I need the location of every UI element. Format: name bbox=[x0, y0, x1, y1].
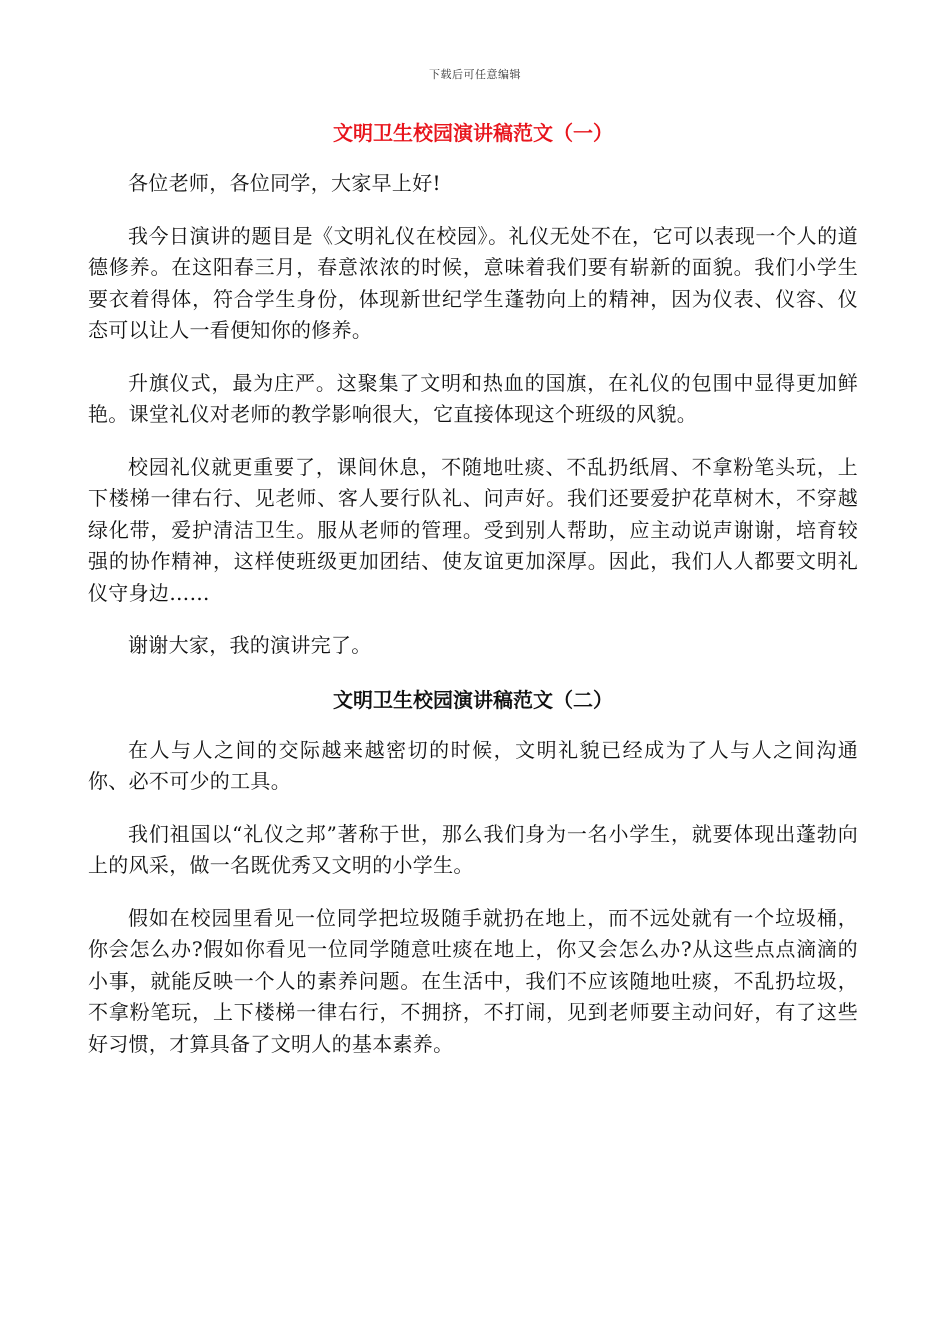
section2-paragraph-2: 我们祖国以“礼仪之邦”著称于世，那么我们身为一名小学生，就要体现出蓬勃向上的风采，做一名既优秀又文明的小学生。 bbox=[88, 821, 858, 877]
section1-paragraph-3: 升旗仪式，最为庄严。这聚集了文明和热血的国旗，在礼仪的包围中显得更加鲜艳。课堂礼仪对老师的教学影响很大，它直接体现这个班级的风貌。 bbox=[88, 370, 858, 426]
section2-paragraph-3: 假如在校园里看见一位同学把垃圾随手就扔在地上，而不远处就有一个垃圾桶，你会怎么办?假如你看见一位同学随意吐痰在地上，你又会怎么办?从这些点点滴滴的小事，就能反映一个人的素养问题。在生活中，我们不应该随地吐痰，不乱扔垃圾，不拿粉笔玩，上下楼梯一律右行，不拥挤，不打闹，见到老师要主动问好，有了这些好习惯，才算具备了文明人的基本素养。 bbox=[88, 905, 858, 1056]
section1-paragraph-4: 校园礼仪就更重要了，课间休息，不随地吐痰、不乱扔纸屑、不拿粉笔头玩，上下楼梯一律右行、见老师、客人要行队礼、问声好。我们还要爱护花草树木，不穿越绿化带，爱护清洁卫生。服从老师的管理。受到别人帮助，应主动说声谢谢，培育较强的协作精神，这样使班级更加团结、使友谊更加深厚。因此，我们人人都要文明礼仪守身边…… bbox=[88, 454, 858, 605]
section1-paragraph-2: 我今日演讲的题目是《文明礼仪在校园》。礼仪无处不在，它可以表现一个人的道德修养。在这阳春三月，春意浓浓的时候，意味着我们要有崭新的面貌。我们小学生要衣着得体，符合学生身份，体现新世纪学生蓬勃向上的精神，因为仪表、仪容、仪态可以让人一看便知你的修养。 bbox=[88, 223, 858, 342]
section1-title: 文明卫生校园演讲稿范文（一） bbox=[333, 121, 613, 145]
section1-paragraph-1: 各位老师，各位同学，大家早上好! bbox=[128, 171, 441, 195]
section2-title: 文明卫生校园演讲稿范文（二） bbox=[333, 687, 613, 712]
section2-paragraph-1: 在人与人之间的交际越来越密切的时候，文明礼貌已经成为了人与人之间沟通你、必不可少的工具。 bbox=[88, 737, 858, 793]
section1-paragraph-5: 谢谢大家，我的演讲完了。 bbox=[128, 633, 372, 657]
document-body bbox=[88, 118, 858, 1060]
header-note: 下载后可任意编辑 bbox=[429, 68, 521, 81]
